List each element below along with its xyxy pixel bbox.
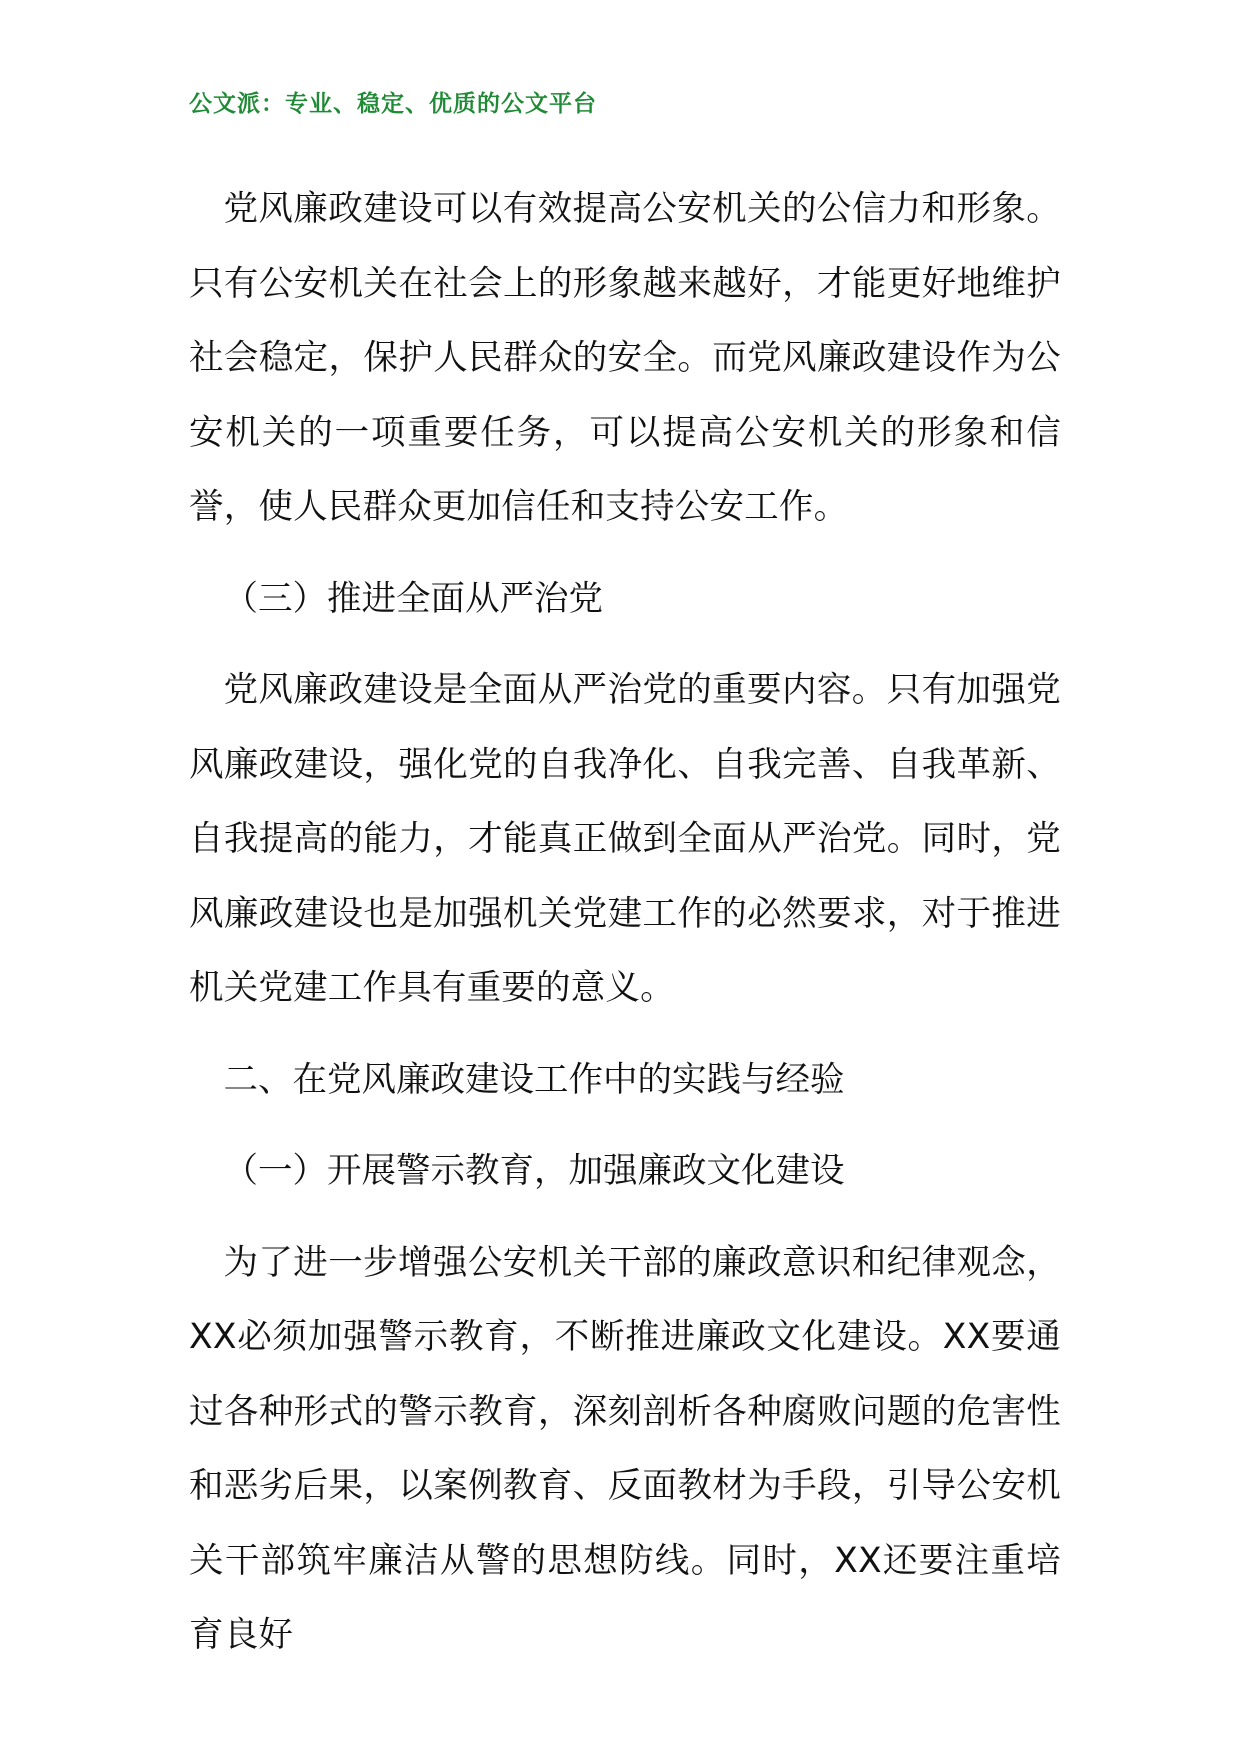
header-banner: 公文派：专业、稳定、优质的公文平台 — [189, 91, 597, 117]
document-body — [189, 172, 1061, 1673]
section-heading: （三）推进全面从严治党 — [223, 578, 603, 619]
section-heading: （一）开展警示教育，加强廉政文化建设 — [223, 1151, 845, 1191]
paragraph: 为了进一步增强公安机关干部的廉政意识和纪律观念，XX必须加强警示教育，不断推进廉政文化建设。XX要通过各种形式的警示教育，深刻剖析各种腐败问题的危害性和恶劣后果，以案例教育、反面教材为手段，引导公安机关干部筑牢廉洁从警的思想防线。同时，XX还要注重培育良好 — [189, 1242, 1061, 1655]
section-heading: 二、在党风廉政建设工作中的实践与经验 — [223, 1059, 845, 1100]
paragraph: 党风廉政建设是全面从严治党的重要内容。只有加强党风廉政建设，强化党的自我净化、自我完善、自我革新、自我提高的能力，才能真正做到全面从严治党。同时，党风廉政建设也是加强机关党建工作的必然要求，对于推进机关党建工作具有重要的意义。 — [189, 670, 1061, 1008]
paragraph: 党风廉政建设可以有效提高公安机关的公信力和形象。只有公安机关在社会上的形象越来越好，才能更好地维护社会稳定，保护人民群众的安全。而党风廉政建设作为公安机关的一项重要任务，可以提高公安机关的形象和信誉，使人民群众更加信任和支持公安工作。 — [189, 189, 1061, 527]
